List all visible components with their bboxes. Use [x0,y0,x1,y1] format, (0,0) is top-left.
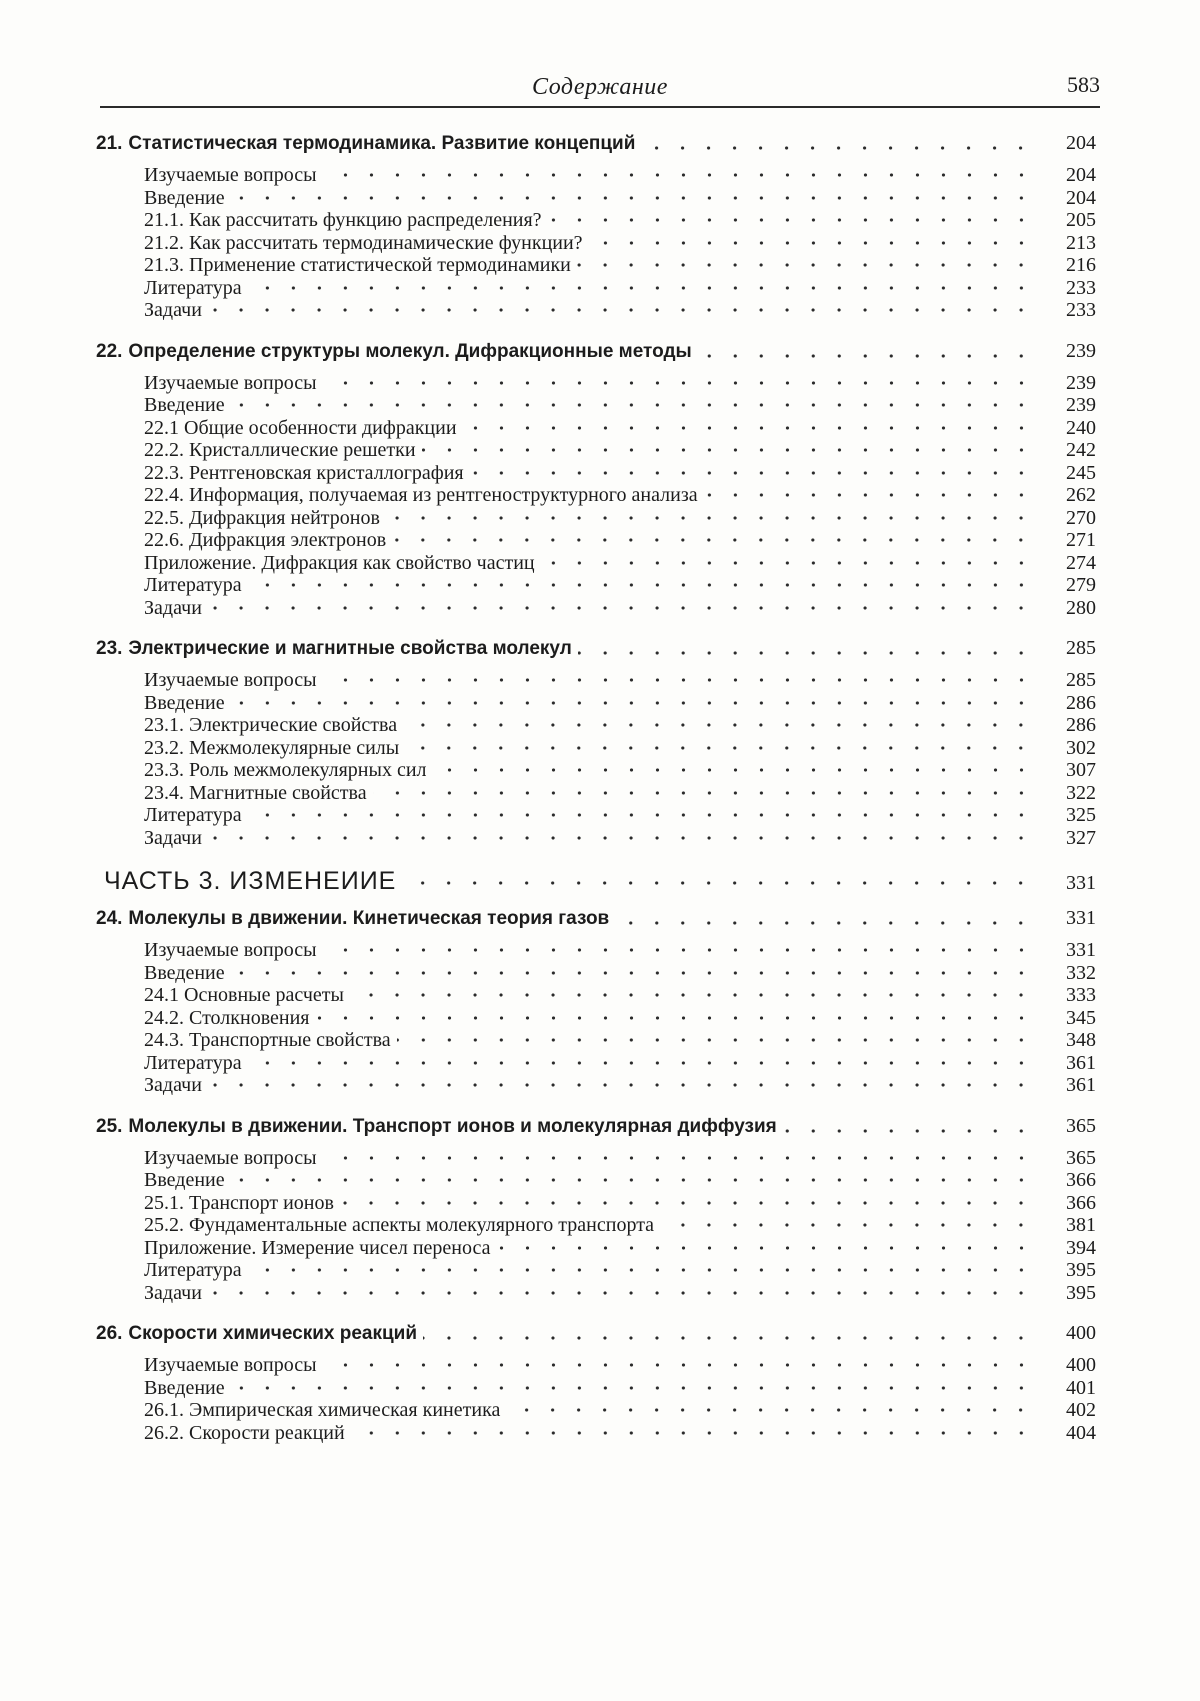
dot-leader [340,1198,1034,1208]
dot-leader [548,215,1034,225]
toc-entry[interactable] [144,394,1096,417]
entry-title: Изучаемые вопросы [144,371,317,394]
page-ref: 274 [1066,551,1096,574]
entry-title: 22.6. Дифракция электронов [144,529,387,551]
toc-entry[interactable] [144,1052,1096,1075]
dot-leader [373,788,1034,798]
page-ref: 213 [1066,231,1096,254]
dot-leader [248,810,1034,820]
page-ref: 233 [1066,299,1096,321]
toc-entry[interactable] [144,277,1096,300]
dot-leader [641,143,1034,153]
page-ref: 361 [1066,1074,1096,1096]
page-ref: 233 [1066,276,1096,299]
page-ref: 395 [1066,1281,1096,1304]
dot-leader [422,445,1034,455]
toc-entry[interactable] [144,1259,1096,1282]
dot-leader [386,513,1034,523]
page-ref: 322 [1066,781,1096,804]
dot-leader [231,193,1034,203]
toc-entry[interactable] [144,1237,1096,1260]
dot-leader [248,1058,1034,1068]
dot-leader [316,1013,1035,1023]
toc-entry[interactable] [144,529,1096,552]
chapter-title: Электрические и магнитные свойства молекул [128,638,572,659]
page-ref: 327 [1066,826,1096,849]
page-ref: 333 [1066,984,1096,1006]
page-ref: 285 [1066,669,1096,691]
page-ref: 285 [1066,637,1096,659]
entry-title: 23.3. Роль межмолекулярных сил [144,759,427,781]
chapter-number: 25. [96,1115,123,1137]
page-ref: 270 [1066,506,1096,529]
entry-title: Задачи [144,596,202,619]
toc-entry[interactable] [144,574,1096,597]
entry-title: Приложение. Измерение чисел переноса [144,1236,491,1259]
part-row[interactable] [96,867,1096,899]
entry-list [96,669,1096,849]
entry-title: 24.2. Столкновения [144,1006,310,1029]
entry-title: Изучаемые вопросы [144,669,317,691]
toc-entry[interactable] [144,1282,1096,1305]
toc-entry[interactable] [144,462,1096,485]
entry-title: Литература [144,1051,242,1074]
dot-leader [463,423,1034,433]
toc-entry[interactable] [144,187,1096,210]
running-header [100,68,1100,108]
page-ref: 271 [1066,529,1096,551]
page-ref: 239 [1066,394,1096,416]
chapter-number: 22. [96,340,123,362]
chapter-block [96,132,1096,340]
toc-entry[interactable] [144,1169,1096,1192]
toc-entry[interactable] [144,209,1096,232]
entry-title: Изучаемые вопросы [144,1354,317,1376]
page-ref: 332 [1066,961,1096,984]
toc-entry[interactable] [144,507,1096,530]
entry-title: Изучаемые вопросы [144,164,317,186]
entry-title: 25.2. Фундаментальные аспекты молекулярного транспорта [144,1214,655,1236]
page-ref: 345 [1066,1006,1096,1029]
entry-title: 23.1. Электрические свойства [144,714,398,736]
page-ref: 239 [1066,339,1096,362]
chapter-row[interactable] [96,1115,1096,1147]
entry-title: 23.2. Межмолекулярные силы [144,736,400,759]
page-ref: 331 [1066,872,1096,894]
entry-title: 22.2. Кристаллические решетки [144,439,416,461]
page-ref: 280 [1066,596,1096,619]
entry-title: Литература [144,574,242,596]
dot-leader [402,878,1034,888]
page-ref: 365 [1066,1114,1096,1137]
toc-entry[interactable] [144,827,1096,850]
chapter-title: Молекулы в движении. Транспорт ионов и молекулярная диффузия [128,1115,777,1137]
toc-entry[interactable] [144,1399,1096,1422]
entry-list [96,1147,1096,1305]
chapter-number: 24. [96,908,123,929]
dot-leader [323,1153,1034,1163]
toc-entry[interactable] [144,484,1096,507]
toc-entry[interactable] [144,164,1096,187]
page-ref: 325 [1066,804,1096,826]
dot-leader [698,351,1034,361]
page-ref: 204 [1066,186,1096,209]
chapter-row[interactable] [96,907,1096,939]
chapter-title: Скорости химических реакций [128,1323,418,1344]
chapter-title: Определение структуры молекул. Дифракционные методы [128,340,692,362]
dot-leader [208,1288,1034,1298]
entry-title: Задачи [144,1074,202,1096]
chapter-number: 21. [96,133,123,154]
dot-leader [208,305,1034,315]
page-ref: 348 [1066,1029,1096,1051]
toc-entry[interactable] [144,737,1096,760]
entry-title: 22.1 Общие особенности дифракции [144,416,457,439]
toc-entry[interactable] [144,1147,1096,1170]
dot-leader [704,490,1034,500]
entry-title: 21.1. Как рассчитать функцию распределения? [144,209,542,231]
dot-leader [323,1360,1034,1370]
page-ref: 404 [1066,1421,1096,1444]
toc-entry[interactable] [144,417,1096,440]
toc-entry[interactable] [144,669,1096,692]
entry-title: Литература [144,804,242,826]
page-ref: 286 [1066,691,1096,714]
entry-title: Введение [144,961,225,984]
page-ref: 394 [1066,1236,1096,1259]
entry-title: 22.4. Информация, получаемая из рентгеноструктурного анализа [144,484,698,506]
toc-entry[interactable] [144,714,1096,737]
chapter-row[interactable] [96,340,1096,372]
toc-entry[interactable] [144,552,1096,575]
toc-entry[interactable] [144,759,1096,782]
part-heading [96,867,1096,907]
entry-list [96,939,1096,1097]
entry-title: Задачи [144,299,202,321]
entry-title: Приложение. Дифракция как свойство частиц [144,551,535,574]
dot-leader [231,968,1034,978]
dot-leader [231,1383,1034,1393]
dot-leader [589,238,1034,248]
dot-leader [231,698,1034,708]
page-ref: 204 [1066,132,1096,154]
page-ref: 401 [1066,1376,1096,1399]
page-ref: 245 [1066,461,1096,484]
spacer [96,849,1096,867]
toc-entry[interactable] [144,1192,1096,1215]
dot-leader [577,260,1034,270]
entry-title: Введение [144,691,225,714]
page-ref: 366 [1066,1191,1096,1214]
spacer [96,899,1096,907]
entry-list [96,1354,1096,1444]
dot-leader [208,603,1034,613]
page-ref: 381 [1066,1214,1096,1236]
entry-title: Литература [144,276,242,299]
toc-entry[interactable] [144,782,1096,805]
toc-entry[interactable] [144,372,1096,395]
page-ref: 365 [1066,1146,1096,1169]
dot-leader [392,535,1034,545]
dot-leader [783,1126,1034,1136]
dot-leader [208,1080,1034,1090]
entry-title: Введение [144,1376,225,1399]
toc-entry[interactable] [144,254,1096,277]
dot-leader [208,833,1034,843]
toc-entry[interactable] [144,597,1096,620]
page-ref: 307 [1066,759,1096,781]
entry-title: Задачи [144,826,202,849]
dot-leader [231,400,1034,410]
dot-leader [660,1220,1034,1230]
toc-entry[interactable] [144,299,1096,322]
running-title: Содержание [532,74,668,100]
page-ref: 262 [1066,484,1096,506]
page-number: 583 [1067,72,1100,97]
toc-entry[interactable] [144,1074,1096,1097]
page-ref: 205 [1066,209,1096,231]
chapter-number: 23. [96,638,123,659]
entry-title: Задачи [144,1281,202,1304]
entry-title: 22.5. Дифракция нейтронов [144,506,380,529]
entry-title: 24.3. Транспортные свойства [144,1029,391,1051]
part-title: ЧАСТЬ 3. ИЗМЕНЕИИЕ [104,867,397,895]
entry-title: 26.1. Эмпирическая химическая кинетика [144,1399,501,1421]
chapter-row[interactable] [96,637,1096,669]
entry-title: 24.1 Основные расчеты [144,984,344,1006]
toc-entry[interactable] [144,939,1096,962]
dot-leader [323,945,1034,955]
chapter-title: Статистическая термодинамика. Развитие концепций [128,133,636,154]
page-ref: 366 [1066,1169,1096,1191]
dot-leader [405,743,1034,753]
entry-title: Введение [144,394,225,416]
toc-entry[interactable] [144,1377,1096,1400]
dot-leader [351,1428,1034,1438]
toc-entry[interactable] [144,1214,1096,1237]
dot-leader [541,558,1034,568]
page-ref: 395 [1066,1259,1096,1281]
spacer [96,619,1096,637]
page-ref: 279 [1066,574,1096,596]
page-ref: 239 [1066,371,1096,394]
chapter-block [96,637,1096,867]
dot-leader [323,675,1034,685]
spacer [96,1304,1096,1322]
dot-leader [248,580,1034,590]
chapter-block [96,1322,1096,1462]
page-ref: 302 [1066,736,1096,759]
toc-entry[interactable] [144,962,1096,985]
toc-entry[interactable] [144,439,1096,462]
entry-title: 26.2. Скорости реакций [144,1421,345,1444]
toc-entry[interactable] [144,804,1096,827]
page-ref: 400 [1066,1354,1096,1376]
dot-leader [397,1035,1034,1045]
page-ref: 331 [1066,907,1096,929]
page-ref: 242 [1066,439,1096,461]
chapter-title: Молекулы в движении. Кинетическая теория газов [128,908,610,929]
table-of-contents [96,132,1096,1462]
page-ref: 402 [1066,1399,1096,1421]
page-ref: 361 [1066,1051,1096,1074]
entry-title: 23.4. Магнитные свойства [144,781,367,804]
entry-title: Введение [144,186,225,209]
chapter-block [96,1115,1096,1323]
header-rule [100,106,1100,108]
toc-entry[interactable] [144,1029,1096,1052]
dot-leader [248,283,1034,293]
dot-leader [433,765,1035,775]
page-ref: 240 [1066,416,1096,439]
page-ref: 331 [1066,939,1096,961]
entry-title: Литература [144,1259,242,1281]
spacer [96,1444,1096,1462]
dot-leader [323,170,1034,180]
entry-title: Изучаемые вопросы [144,1146,317,1169]
entry-title: Введение [144,1169,225,1191]
dot-leader [403,720,1034,730]
dot-leader [231,1175,1034,1185]
spacer [96,322,1096,340]
toc-entry[interactable] [144,984,1096,1007]
dot-leader [323,378,1034,388]
dot-leader [423,1333,1034,1343]
spacer [96,1097,1096,1115]
toc-entry[interactable] [144,1422,1096,1445]
dot-leader [350,990,1034,1000]
toc-entry[interactable] [144,1007,1096,1030]
chapter-block [96,907,1096,1115]
entry-list [96,164,1096,322]
toc-entry[interactable] [144,232,1096,255]
page-ref: 216 [1066,254,1096,276]
chapter-number: 26. [96,1323,123,1344]
entry-title: 21.3. Применение статистической термодинамики [144,254,571,276]
chapter-block [96,340,1096,638]
dot-leader [248,1265,1034,1275]
toc-entry[interactable] [144,692,1096,715]
dot-leader [578,648,1034,658]
chapter-row[interactable] [96,132,1096,164]
page-ref: 400 [1066,1322,1096,1344]
chapter-row[interactable] [96,1322,1096,1354]
dot-leader [615,918,1034,928]
page-ref: 204 [1066,164,1096,186]
entry-title: 22.3. Рентгеновская кристаллография [144,461,464,484]
page-ref: 286 [1066,714,1096,736]
entry-title: 21.2. Как рассчитать термодинамические функции? [144,231,583,254]
entry-title: Изучаемые вопросы [144,939,317,961]
entry-list [96,372,1096,620]
toc-entry[interactable] [144,1354,1096,1377]
dot-leader [470,468,1034,478]
entry-title: 25.1. Транспорт ионов [144,1191,334,1214]
dot-leader [506,1405,1034,1415]
dot-leader [497,1243,1035,1253]
